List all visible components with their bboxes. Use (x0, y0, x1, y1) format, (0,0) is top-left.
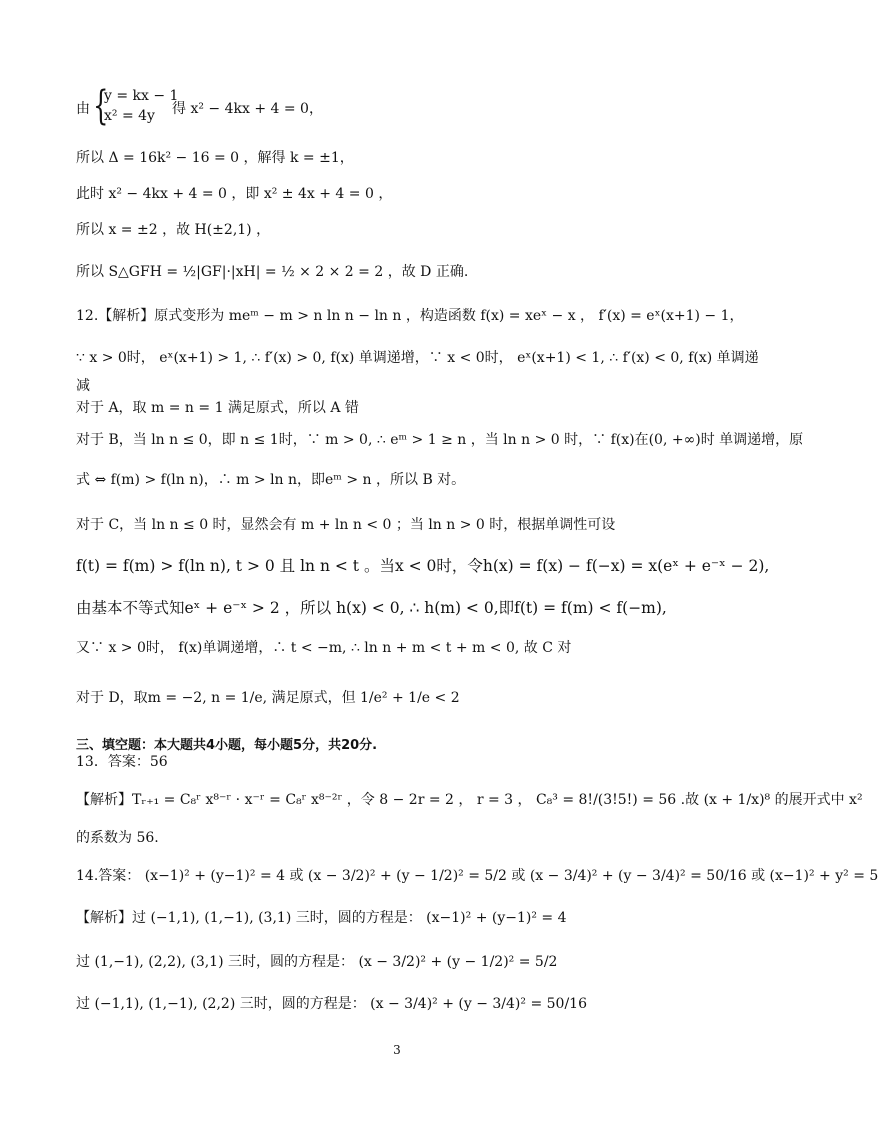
text-line: f(t) = f(m) > f(ln n), t > 0 且 ln n < t 。当x < 0时，令h(x) = f(x) − f(−x) = x(eˣ + e⁻ˣ − 2), (76, 557, 770, 575)
system-result: 得 x² − 4kx + 4 = 0， (172, 101, 323, 117)
text-line: 又∵ x > 0时， f(x)单调递增，∴ t < −m, ∴ ln n + m < t + m < 0, 故 C 对 (76, 640, 572, 656)
text-line: 的系数为 56. (76, 830, 159, 846)
text-line: 减 (76, 378, 90, 394)
text-line: 对于 D，取m = −2, n = 1/e, 满足原式，但 1/e² + 1/e < 2 (76, 690, 460, 706)
text-line: 此时 x² − 4kx + 4 = 0 ，即 x² ± 4x + 4 = 0 ， (76, 186, 393, 202)
text-line: 式 ⇔ f(m) > f(ln n)，∴ m > ln n，即eᵐ > n ，所以 B 对。 (76, 472, 466, 488)
text-line: 所以 S△GFH = ½|GF|·|xH| = ½ × 2 × 2 = 2 ，故 D 正确. (76, 264, 469, 280)
system-equation-1: y = kx − 1 (104, 88, 179, 104)
brace-symbol: { (93, 83, 109, 129)
text-line: 【解析】Tᵣ₊₁ = C₈ʳ x⁸⁻ʳ · x⁻ʳ = C₈ʳ x⁸⁻²ʳ ，令 8 − 2r = 2 ， r = 3 ， C₈³ = 8!/(3!5!) = 56 .故 (x + 1/x)⁸ 的展开式中 x² (76, 792, 863, 808)
system-lead: 由 (76, 101, 90, 117)
text-line: 12.【解析】原式变形为 meᵐ − m > n ln n − ln n ，构造函数 f(x) = xeˣ − x ， f′(x) = eˣ(x+1) − 1， (76, 308, 744, 324)
text-line: 13．答案：56 (76, 754, 168, 770)
text-line: 【解析】过 (−1,1), (1,−1), (3,1) 三时，圆的方程是： (x−1)² + (y−1)² = 4 (76, 910, 567, 926)
text-line: 对于 A，取 m = n = 1 满足原式，所以 A 错 (76, 400, 359, 416)
text-line: 由基本不等式知eˣ + e⁻ˣ > 2 ，所以 h(x) < 0, ∴ h(m) < 0,即f(t) = f(m) < f(−m), (76, 599, 667, 617)
text-line: 对于 C，当 ln n ≤ 0 时，显然会有 m + ln n < 0 ；当 ln n > 0 时，根据单调性可设 (76, 517, 616, 533)
system-equation-2: x² = 4y (104, 108, 155, 124)
section-heading: 三、填空题：本大题共4小题，每小题5分，共20分. (76, 738, 378, 753)
page-number: 3 (393, 1043, 401, 1057)
text-line: ∵ x > 0时， eˣ(x+1) > 1, ∴ f′(x) > 0, f(x) 单调递增，∵ x < 0时， eˣ(x+1) < 1, ∴ f′(x) < 0, f(x) 单调递 (76, 350, 759, 366)
text-line: 对于 B，当 ln n ≤ 0，即 n ≤ 1时，∵ m > 0, ∴ eᵐ > 1 ≥ n ，当 ln n > 0 时，∵ f(x)在(0, +∞)时 单调递增，原 (76, 432, 804, 448)
text-line: 14.答案： (x−1)² + (y−1)² = 4 或 (x − 3/2)² + (y − 1/2)² = 5/2 或 (x − 3/4)² + (y − 3/4)² = 50/16 或 (x−1)² + y² = 5 (76, 868, 878, 884)
text-line: 过 (1,−1), (2,2), (3,1) 三时，圆的方程是： (x − 3/2)² + (y − 1/2)² = 5/2 (76, 954, 558, 970)
text-line: 所以 x = ±2 ，故 H(±2,1) ， (76, 222, 271, 238)
text-line: 过 (−1,1), (1,−1), (2,2) 三时，圆的方程是： (x − 3/4)² + (y − 3/4)² = 50/16 (76, 996, 587, 1012)
text-line: 所以 Δ = 16k² − 16 = 0 ，解得 k = ±1， (76, 150, 354, 166)
